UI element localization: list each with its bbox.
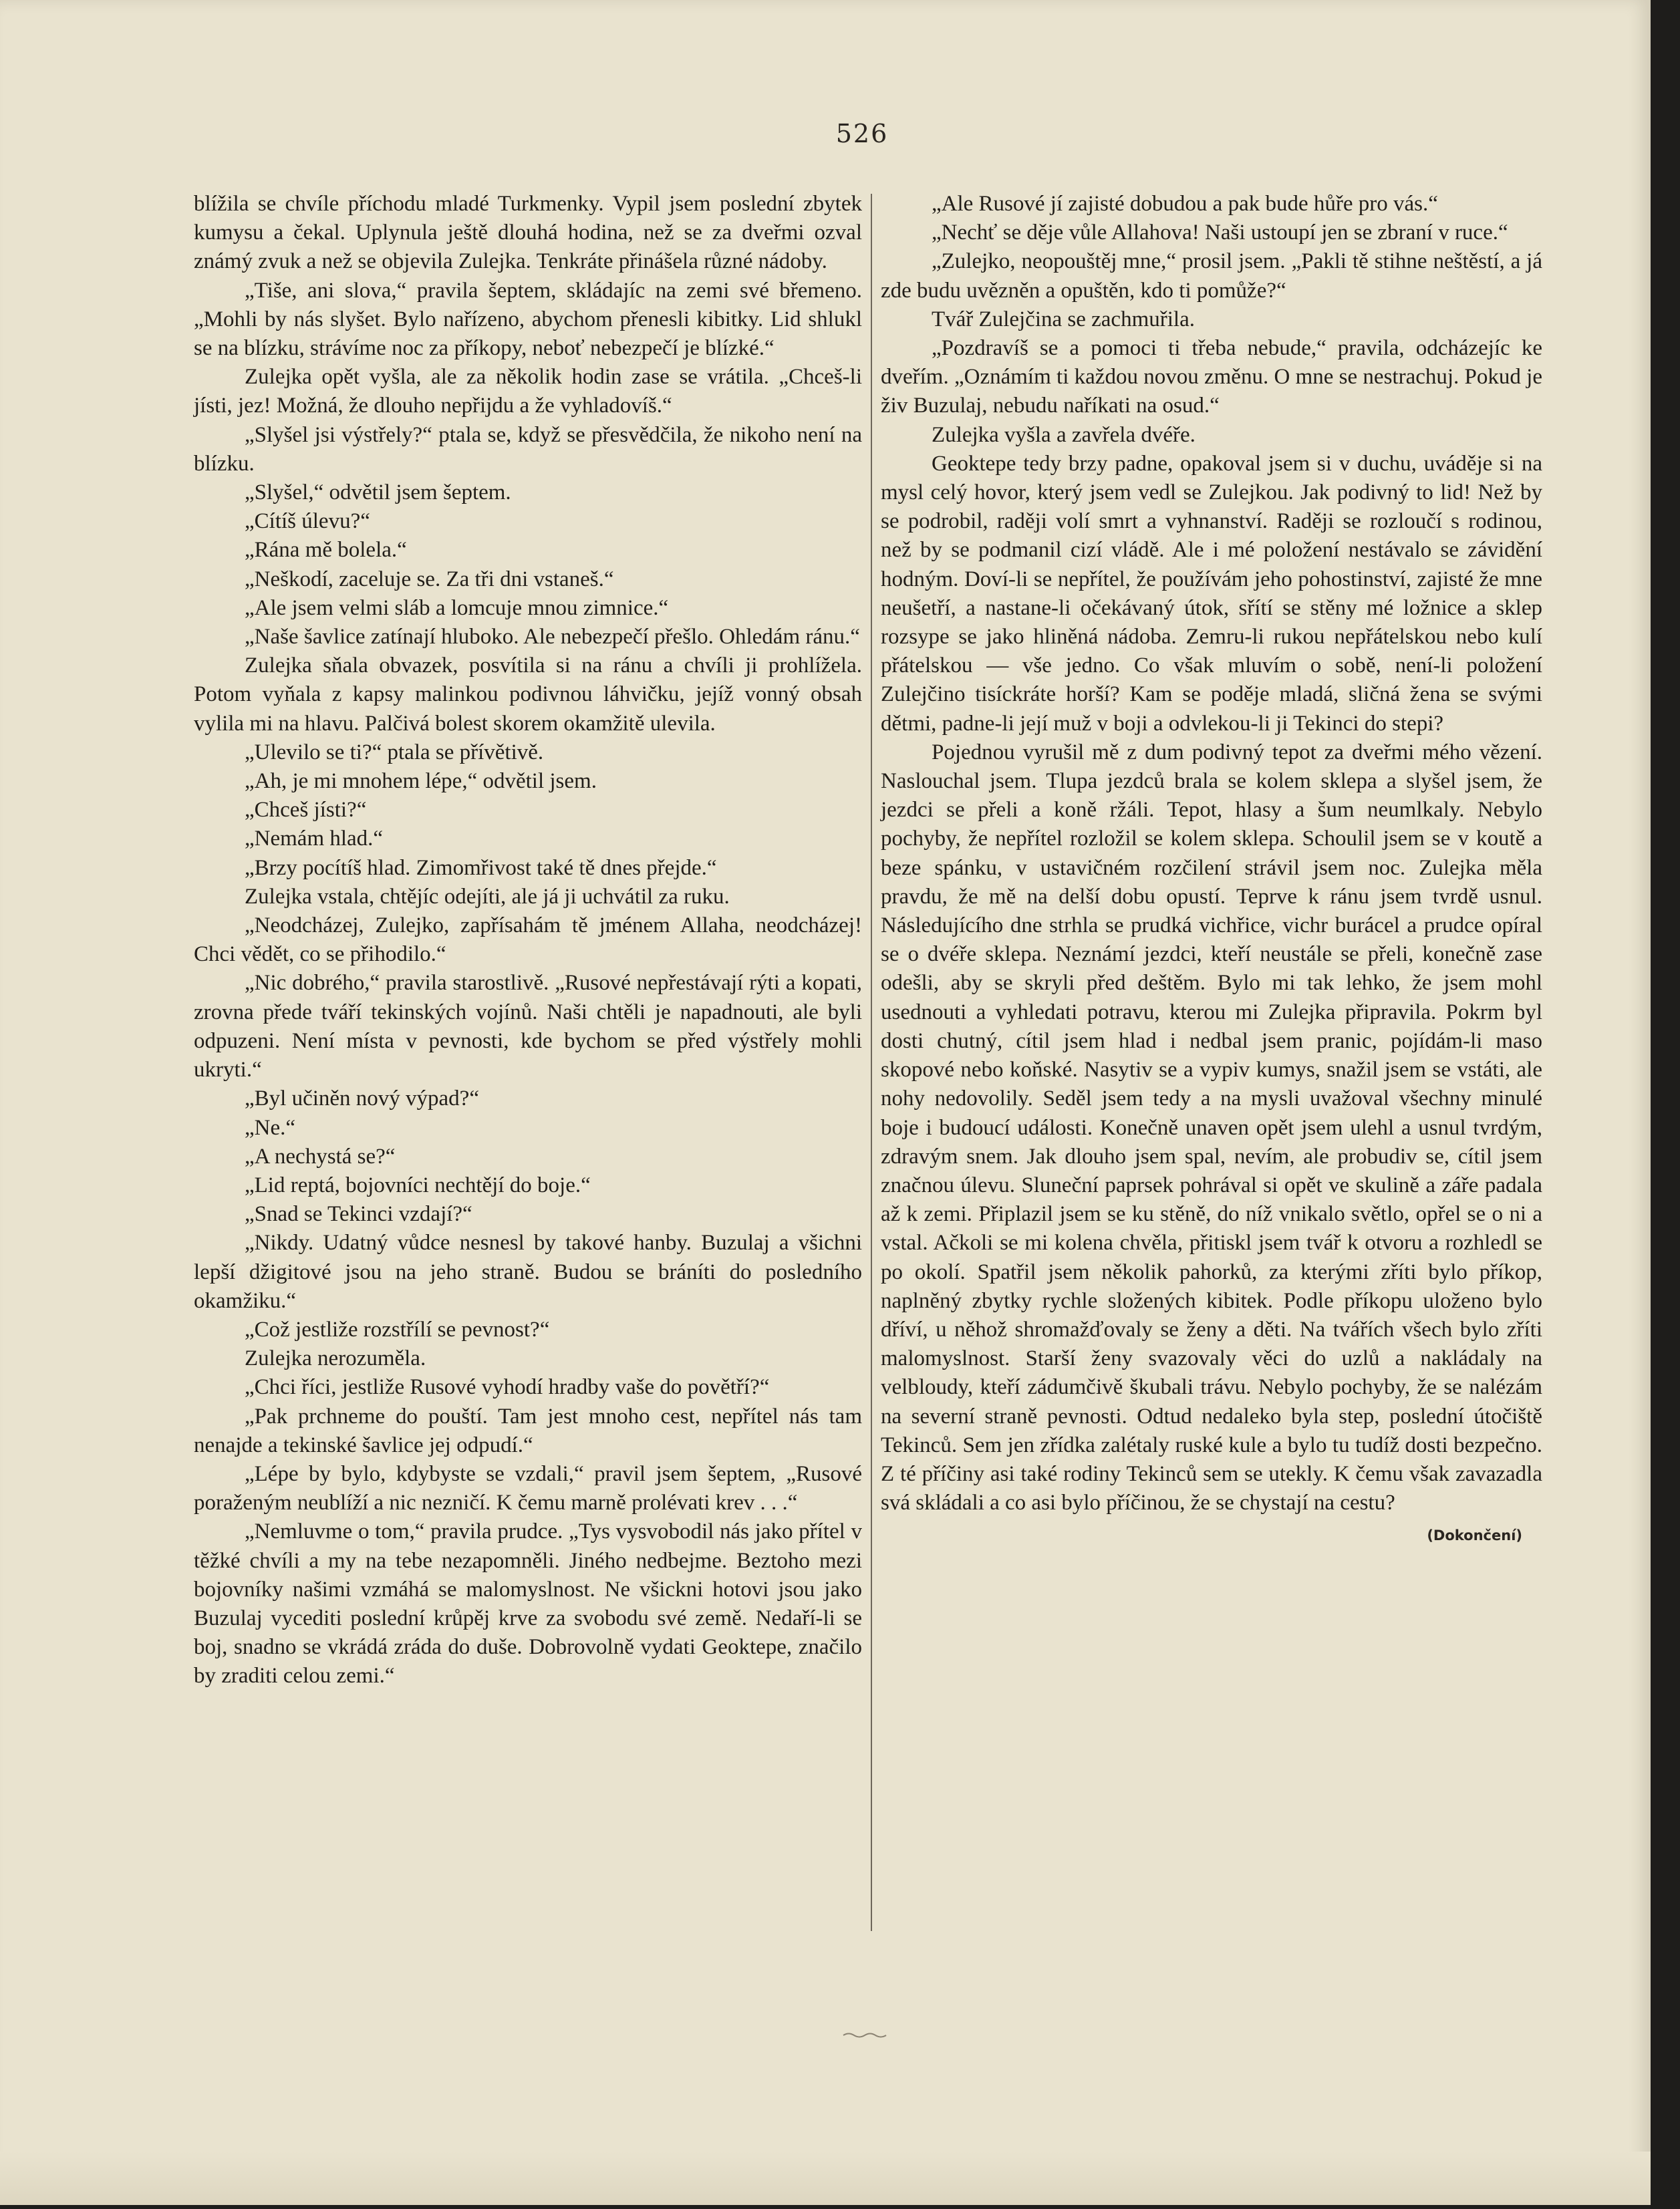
paragraph: „Zulejko, neopouštěj mne,“ prosil jsem. „Pakli tě stihne neštěstí, a já zde budu uvězněn a opuštěn, kdo ti pomůže?“ [881,249,1542,303]
paragraph: „Chci říci, jestliže Rusové vyhodí hradby vaše do povětří?“ [245,1375,770,1400]
column-divider [871,194,872,1931]
page-number: 526 [835,119,889,148]
paragraph: „Ale jsem velmi sláb a lomcuje mnou zimnice.“ [245,595,669,620]
paragraph: Zulejka vstala, chtějíc odejíti, ale já ji uchvátil za ruku. [245,884,730,909]
paragraph: „Nemluvme o tom,“ pravila prudce. „Tys vysvobodil nás jako přítel v těžké chvíli a my na tebe nezapomněli. Jiného nedbejme. Beztoho mezi bojovníky našimi vzmáhá se malomyslnost. Ne všickni hotovi jsou jako Buzulaj vycediti poslední krůpěj krve za svobodu své země. Nedaří-li se boj, snadno se vkrádá zráda do duše. Dobrovolně vydati Geoktepe, značilo by zraditi celou zemi.“ [194,1519,862,1688]
ornament-icon [842,2031,889,2038]
paragraph: „Nikdy. Udatný vůdce nesnesl by takové hanby. Buzulaj a všichni lepší džigitové jsou na jeho straně. Budou se bráníti do posledního okamžiku.“ [194,1231,862,1313]
paragraph: „Byl učiněn nový výpad?“ [245,1086,479,1111]
paragraph: „Chceš jísti?“ [245,798,367,823]
paragraph: „Ah, je mi mnohem lépe,“ odvětil jsem. [245,769,597,794]
paragraph: „Neškodí, zaceluje se. Za tři dni vstaneš.“ [245,567,614,591]
paragraph: Geoktepe tedy brzy padne, opakoval jsem si v duchu, uváděje si na mysl celý hovor, který jsem vedl se Zulejkou. Jak podivný to lid! Než by se podrobil, raději volí smrt a vyhnanství. Raději se rozloučí s rodinou, než by se podmanil cizí vládě. Ale i mé položení nestávalo se závidění hodným. Doví-li se nepřítel, že používám jeho pohostinství, zajisté že mne neušetří, a nastane-li očekávaný útok, sřítí se stěny mé ložnice a sklep rozsype se jako hliněná nádoba. Zemru-li rukou nepřátelskou nebo kulí přátelskou — vše jedno. Co však mluvím o sobě, není-li položení Zulejčino tisíckráte horší? Kam se poděje mladá, sličná žena se svými dětmi, padne-li její muž v boji a odvlekou-li ji Tekinci do stepi? [881,451,1542,736]
paragraph: „Ale Rusové jí zajisté dobudou a pak bude hůře pro vás.“ [932,192,1438,216]
paragraph: „Ne.“ [245,1115,296,1140]
paragraph: Zulejka sňala obvazek, posvítila si na ránu a chvíli ji prohlížela. Potom vyňala z kapsy malinkou podivnou láhvičku, jejíž vonný obsah vylila mi na hlavu. Palčivá bolest skorem okamžitě ulevila. [194,653,862,736]
paragraph: „Pozdravíš se a pomoci ti třeba nebude,“ pravila, odcházejíc ke dveřím. „Oznámím ti každou novou změnu. O mne se nestrachuj. Pokud je živ Buzulaj, nebudu naříkati na osud.“ [881,336,1542,418]
paragraph: „Snad se Tekinci vzdají?“ [245,1202,472,1227]
page-bottom-margin [0,2152,1651,2205]
paragraph: Tvář Zulejčina se zachmuřila. [932,307,1195,331]
paragraph: „Brzy pocítíš hlad. Zimomřivost také tě dnes přejde.“ [245,855,717,880]
continuation-note: (Dokončení) [1427,1527,1522,1544]
paragraph: „Lépe by bylo, kdybyste se vzdali,“ pravil jsem šeptem, „Rusové poraženým neublíží a nic nezničí. K čemu marně prolévati krev . . .“ [194,1461,862,1515]
paragraph: „Lid reptá, bojovníci nechtějí do boje.“ [245,1173,591,1197]
paragraph: „Cítíš úlevu?“ [245,509,370,534]
left-text-column [194,190,862,1691]
paragraph: „Rána mě bolela.“ [245,538,407,563]
paragraph: „Což jestliže rozstřílí se pevnost?“ [245,1317,550,1342]
paragraph: Pojednou vyrušil mě z dum podivný tepot za dveřmi mého vězení. Naslouchal jsem. Tlupa jezdců brala se kolem sklepa a slyšel jsem, že jezdci se přeli a koně ržáli. Tepot, hlasy a šum neumlkaly. Nebylo pochyby, že nepřítel rozložil se kolem sklepa. Schoulil jsem se v koutě a beze spánku, v ustavičném rozčilení strávil jsem noc. Zulejka měla pravdu, že mě na delší dobu opustí. Teprve k ránu jsem tvrdě usnul. Následujícího dne strhla se prudká vichřice, vichr burácel a prudce opíral se o dvéře sklepa. Neznámí jezdci, kteří neustále se přeli, konečně zase odešli, aby se skryli před deštěm. Bylo mi tak lehko, že jsem mohl usednouti a vyhledati potravu, kterou mi Zulejka připravila. Pokrm byl dosti chutný, cítil jsem hlad i nedbal jsem pranic, pojídám-li maso skopové nebo koňské. Nasytiv se a vypiv kumys, snažil jsem se vstáti, ale nohy nedovolily. Seděl jsem tedy a na mysli uvažoval všechny minulé boje i budoucí události. Konečně unaven opět jsem ulehl a usnul tvrdým, zdravým snem. Jak dlouho jsem spal, nevím, ale probudiv se, cítil jsem značnou úlevu. Sluneční paprsek pohrával si opět ve skulině a záře padala až k zemi. Připlazil jsem se ku stěně, do níž vnikalo světlo, opřel se o ni a vstal. Ačkoli se mi kolena chvěla, přitiskl jsem tvář k otvoru a rozhledl se po okolí. Spatřil jsem několik pahorků, za kterými zříti bylo příkop, naplněný zbytky rychle složených kibitek. Podle příkopu uloženo bylo dříví, u něhož shromažďovaly se ženy a děti. Na tvářích všech bylo zříti malomyslnost. Starší ženy svazovaly věci do uzlů a nakládaly na velbloudy, kteří zádumčivě škubali trávu. Nebylo pochyby, že se nalézám na severní straně pevnosti. Odtud nedaleko byla step, poslední útočiště Tekinců. Sem jen zřídka zalétaly ruské kule a bylo tu tudíž dosti bezpečno. Z té příčiny asi také rodiny Tekinců sem se utekly. K čemu však zavazadla svá skládali a co asi bylo příčinou, že se chystají na cestu? [881,740,1542,1515]
paragraph: Zulejka nerozuměla. [245,1346,426,1371]
paragraph: „Slyšel jsi výstřely?“ ptala se, když se přesvědčila, že nikoho není na blízku. [194,422,862,476]
paragraph: „Nemám hlad.“ [245,827,384,851]
paragraph: „Neodcházej, Zulejko, zapřísahám tě jménem Allaha, neodcházej! Chci vědět, co se přihodilo.“ [194,913,862,967]
paragraph: Zulejka vyšla a zavřela dvéře. [932,422,1196,447]
paragraph: „Slyšel,“ odvětil jsem šeptem. [245,480,511,505]
paragraph: „Tiše, ani slova,“ pravila šeptem, skládajíc na zemi své břemeno. „Mohli by nás slyšet. Bylo nařízeno, abychom přenesli kibitky. Lid shlukl se na blízku, strávíme noc za příkopy, neboť nebezpečí je blízké.“ [194,278,862,361]
paragraph: „A nechystá se?“ [245,1144,396,1169]
paragraph: „Ulevilo se ti?“ ptala se přívětivě. [245,740,544,764]
paragraph: Zulejka opět vyšla, ale za několik hodin zase se vrátila. „Chceš-li jísti, jez! Možná, že dlouho nepřijdu a že vyhladovíš.“ [194,365,862,418]
right-text-column [881,190,1542,1551]
paragraph: blížila se chvíle příchodu mladé Turkmenky. Vypil jsem poslední zbytek kumysu a čekal. Uplynula ještě dlouhá hodina, než se za dveřmi ozval známý zvuk a než se objevila Zulejka. Tenkráte přinášela různé nádoby. [194,192,862,274]
paragraph: „Nechť se děje vůle Allahova! Naši ustoupí jen se zbraní v ruce.“ [932,220,1508,245]
paragraph: „Nic dobrého,“ pravila starostlivě. „Rusové nepřestávají rýti a kopati, zrovna přede tváří tekinských vojínů. Naši chtěli je napadnouti, ale byli odpuzeni. Není místa v pevnosti, kde bychom se před výstřely mohli ukryti.“ [194,971,862,1082]
paragraph: „Pak prchneme do pouští. Tam jest mnoho cest, nepřítel nás tam nenajde a tekinské šavlice jej odpudí.“ [194,1404,862,1457]
paragraph: „Naše šavlice zatínají hluboko. Ale nebezpečí přešlo. Ohledám ránu.“ [245,625,860,649]
